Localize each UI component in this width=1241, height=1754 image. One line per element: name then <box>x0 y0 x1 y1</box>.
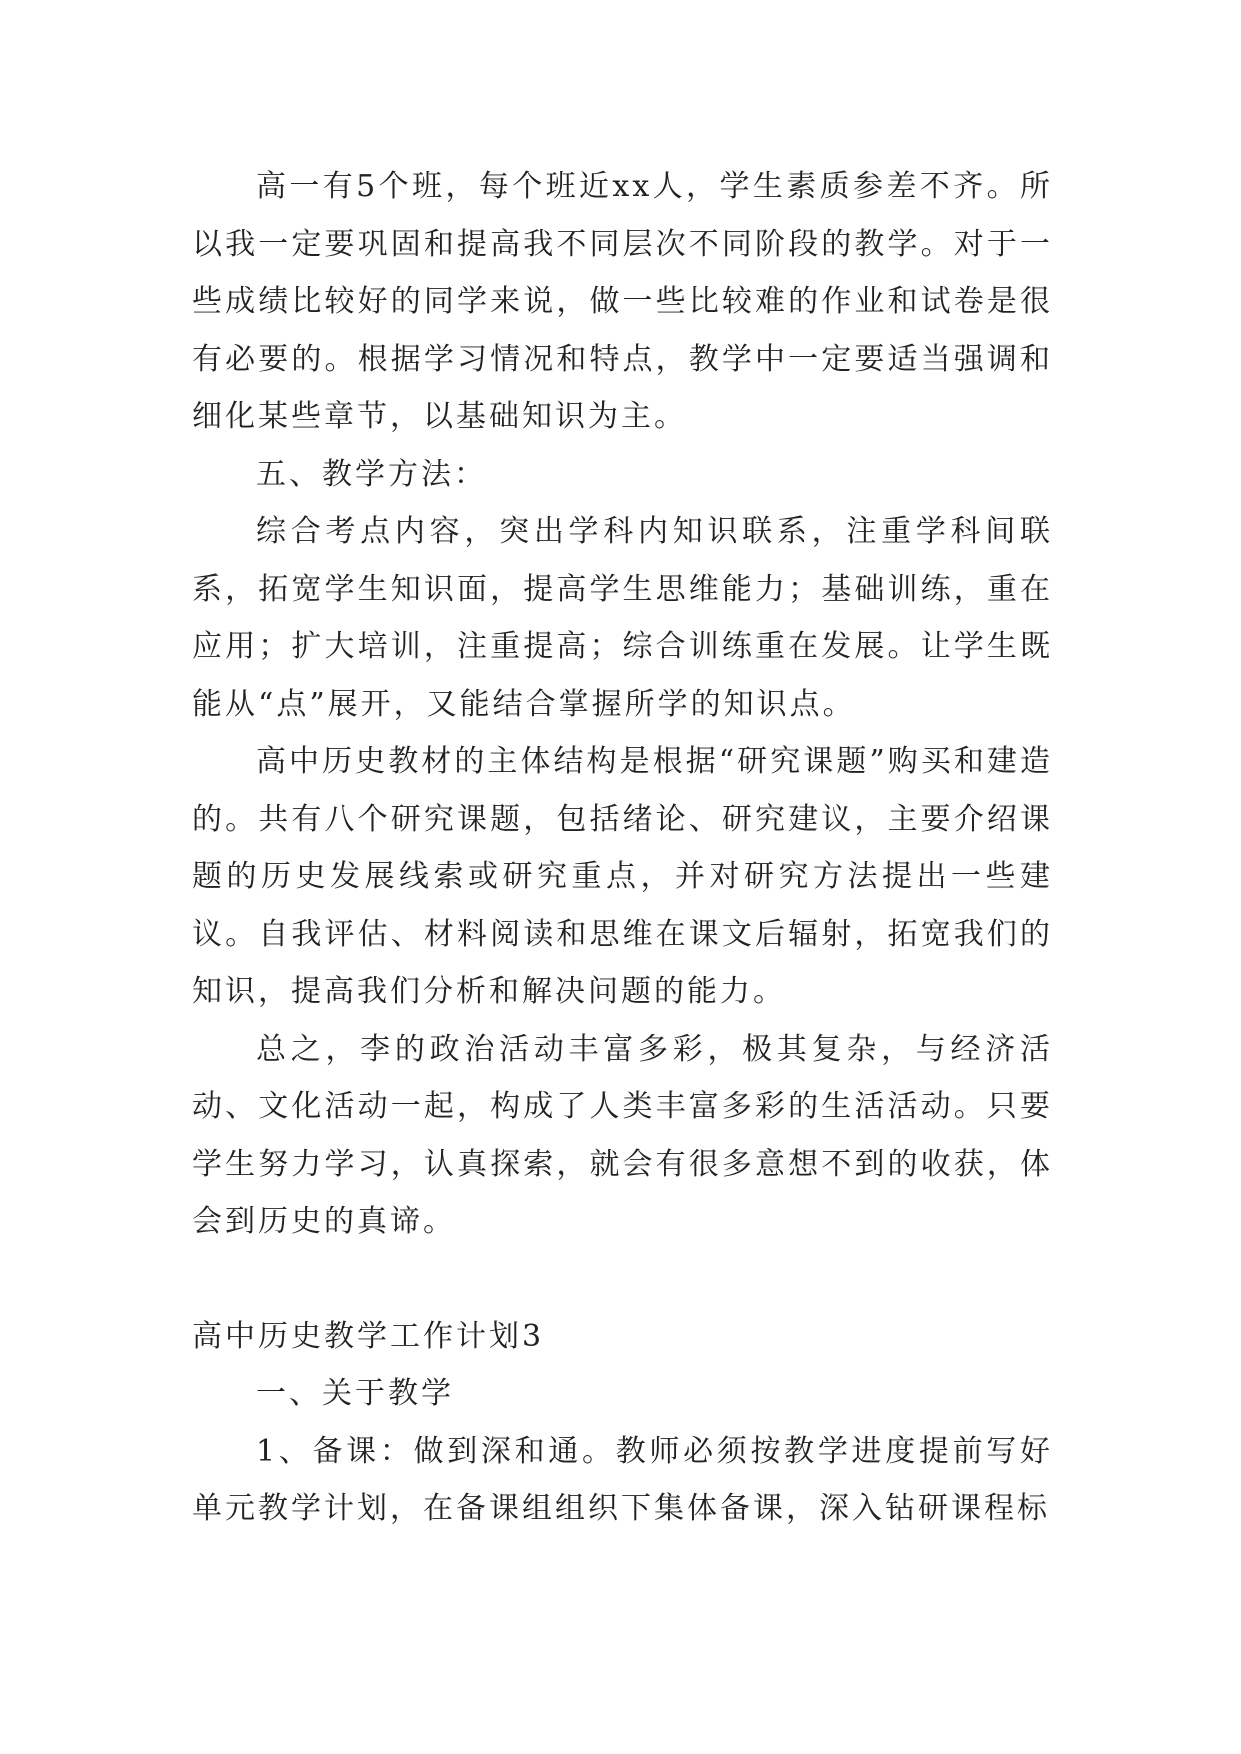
paragraph-about-teaching: 一、关于教学 <box>256 1376 454 1411</box>
paragraph-conclusion: 总之，李的政治活动丰富多彩，极其复杂，与经济活动、文化活动一起，构成了人类丰富多彩的生活活动。只要学生努力学习，认真探索，就会有很多意想不到的收获，体会到历史的真谛。 <box>192 1031 1053 1239</box>
paragraph-teaching-methods-heading: 五、教学方法： <box>256 456 487 492</box>
paragraph-textbook-structure: 高中历史教材的主体结构是根据“研究课题”购买和建造的。共有八个研究课题，包括绪论、研究建议，主要介绍课题的历史发展线索或研究重点，并对研究方法提出一些建议。自我评估、材料阅读和思维在课文后辐射，拓宽我们的知识，提高我们分析和解决问题的能力。 <box>192 744 1053 1009</box>
paragraph-class-overview: 高一有5个班，每个班近xx人，学生素质参差不齐。所以我一定要巩固和提高我不同层次不同阶段的教学。对于一些成绩比较好的同学来说，做一些比较难的作业和试卷是很有必要的。根据学习情况和特点，教学中一定要适当强调和细化某些章节，以基础知识为主。 <box>192 169 1053 434</box>
section-title: 高中历史教学工作计划3 <box>192 1318 545 1354</box>
document-body <box>192 158 1053 1538</box>
paragraph-teaching-methods: 综合考点内容，突出学科内知识联系，注重学科间联系，拓宽学生知识面，提高学生思维能力；基础训练，重在应用；扩大培训，注重提高；综合训练重在发展。让学生既能从“点”展开，又能结合掌握所学的知识点。 <box>192 514 1053 722</box>
paragraph-lesson-preparation: 1、备课：做到深和通。教师必须按教学进度提前写好单元教学计划，在备课组组织下集体备课，深入钻研课程标 <box>192 1433 1053 1526</box>
